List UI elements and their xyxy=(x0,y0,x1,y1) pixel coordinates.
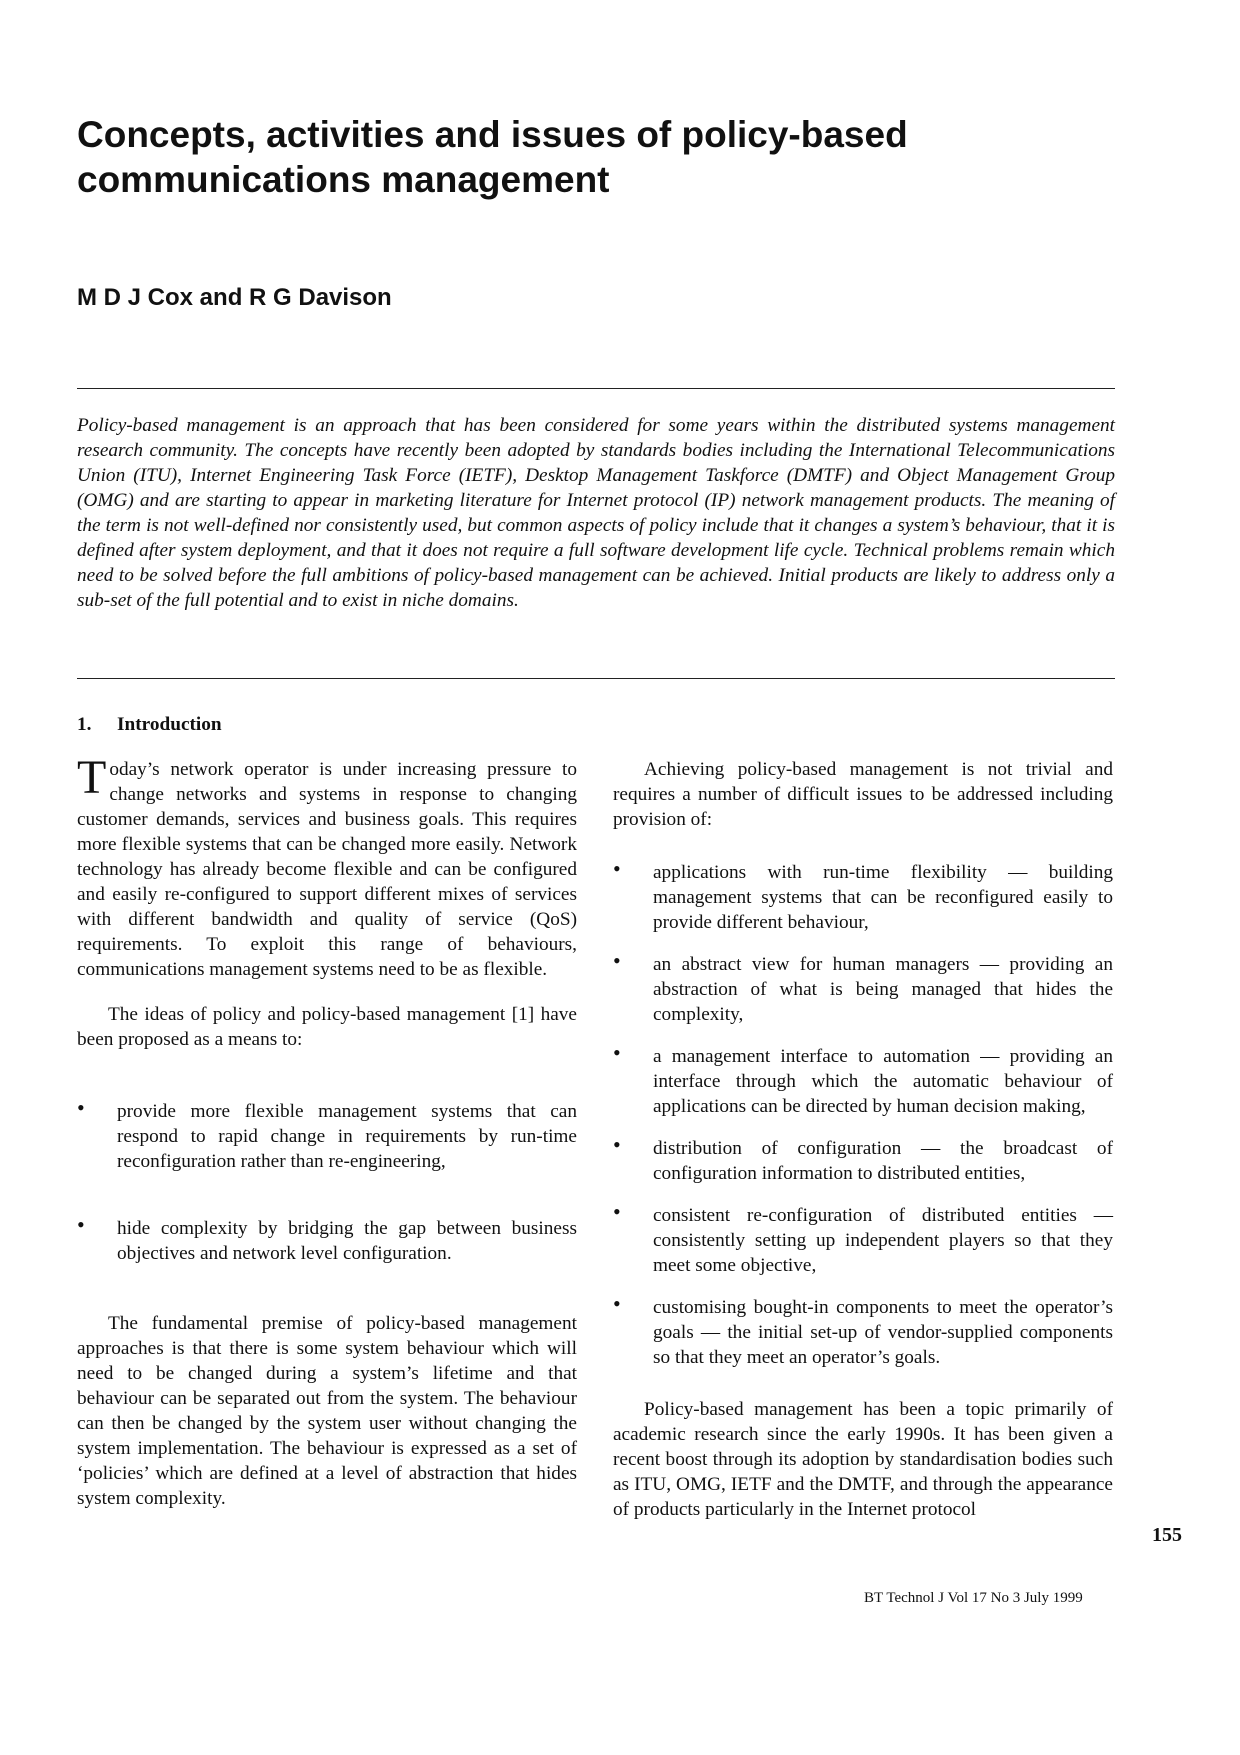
list-item-text: distribution of configuration — the broadcast of configuration information to distributed entities, xyxy=(653,1138,1113,1184)
list-item xyxy=(613,948,1113,1027)
abstract: Policy-based management is an approach that has been considered for some years within the distributed systems management research community. The concepts have recently been adopted by standards bodies including the International Telecommunications Union (ITU), Internet Engineering Task Force (IETF), Desktop Management Taskforce (DMTF) and Object Management Group (OMG) and are starting to appear in marketing literature for Internet protocol (IP) network management products. The meaning of the term is not well-defined nor consistently used, but common aspects of policy include that it changes a system’s behaviour, that it is defined after system deployment, and that it does not require a full software development life cycle. Technical problems remain which need to be solved before the full ambitions of policy-based management can be achieved. Initial products are likely to address only a sub-set of the full potential and to exist in niche domains. xyxy=(77,415,1115,611)
list-item-text: consistent re-configuration of distributed entities — consistently setting up independent players so that they meet some objective, xyxy=(653,1205,1113,1276)
list-item xyxy=(77,1212,577,1266)
list-item-text: customising bought-in components to meet the operator’s goals — the initial set-up of vendor-supplied components so that they meet an operator’s goals. xyxy=(653,1297,1113,1368)
page-number: 155 xyxy=(1152,1524,1182,1546)
bullet-icon: • xyxy=(77,1095,85,1120)
intro-paragraph-1 xyxy=(77,751,577,982)
list-item xyxy=(613,856,1113,935)
bullet-icon: • xyxy=(613,1040,621,1065)
paper-title: Concepts, activities and issues of policy-based communications management xyxy=(77,114,908,200)
right-bullet-list xyxy=(613,856,1113,1370)
divider-top xyxy=(77,388,1115,389)
intro-paragraph-3: The fundamental premise of policy-based management approaches is that there is some system behaviour which will need to be changed during a system’s lifetime and that behaviour can be separated out from the system. The behaviour can then be changed by the system user without changing the system implementation. The behaviour is expressed as a set of ‘policies’ which are defined at a level of abstraction that hides system complexity. xyxy=(77,1313,577,1509)
drop-cap: T xyxy=(77,751,107,804)
list-item xyxy=(613,1132,1113,1186)
section-title: Introduction xyxy=(117,714,222,735)
list-item xyxy=(613,1199,1113,1278)
right-paragraph-1: Achieving policy-based management is not trivial and requires a number of difficult issues to be addressed including provision of: xyxy=(613,759,1113,830)
section-number: 1. xyxy=(77,714,92,735)
bullet-icon: • xyxy=(77,1212,85,1237)
list-item-text: applications with run-time flexibility — building management systems that can be reconfigured easily to provide different behaviour, xyxy=(653,862,1113,933)
list-item-text: provide more flexible management systems that can respond to rapid change in requirements by run-time reconfiguration rather than re-engineering, xyxy=(117,1101,577,1172)
bullet-icon: • xyxy=(613,1132,621,1157)
journal-citation: BT Technol J Vol 17 No 3 July 1999 xyxy=(864,1590,1083,1606)
bullet-icon: • xyxy=(613,948,621,973)
list-item xyxy=(613,1291,1113,1370)
list-item-text: hide complexity by bridging the gap between business objectives and network level configuration. xyxy=(117,1218,577,1264)
list-item-text: a management interface to automation — providing an interface through which the automatic behaviour of applications can be directed by human decision making, xyxy=(653,1046,1113,1117)
intro-paragraph-1-text: oday’s network operator is under increasing pressure to change networks and systems in response to changing customer demands, services and business goals. This requires more flexible systems that can be changed more easily. Network technology has already become flexible and can be configured and easily re-configured to support different mixes of services with different bandwidth and quality of service (QoS) requirements. To exploit this range of behaviours, communications management systems need to be as flexible. xyxy=(77,759,577,980)
left-column xyxy=(77,712,577,1511)
right-paragraph-2: Policy-based management has been a topic primarily of academic research since the early 1990s. It has been given a recent boost through its adoption by standardisation bodies such as ITU, OMG, IETF and the DMTF, and through the appearance of products particularly in the Internet protocol xyxy=(613,1399,1113,1520)
section-heading xyxy=(77,712,577,737)
author-names: M D J Cox and R G Davison xyxy=(77,284,392,311)
bullet-icon: • xyxy=(613,1291,621,1316)
intro-paragraph-2: The ideas of policy and policy-based management [1] have been proposed as a means to: xyxy=(77,1004,577,1050)
left-bullet-list xyxy=(77,1095,577,1266)
divider-bottom xyxy=(77,678,1115,679)
bullet-icon: • xyxy=(613,856,621,881)
list-item xyxy=(613,1040,1113,1119)
list-item-text: an abstract view for human managers — providing an abstraction of what is being managed that hides the complexity, xyxy=(653,954,1113,1025)
right-column xyxy=(613,757,1113,1522)
bullet-icon: • xyxy=(613,1199,621,1224)
list-item xyxy=(77,1095,577,1174)
